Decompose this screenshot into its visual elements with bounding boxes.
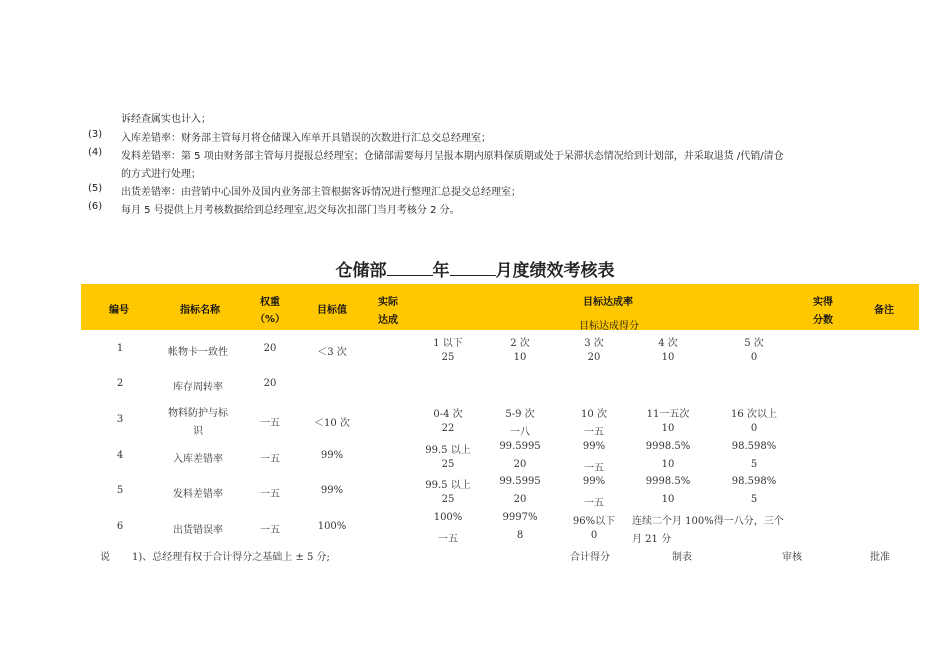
row1-level2: 2 次	[510, 338, 530, 349]
row1-no: 1	[116, 343, 124, 354]
row3-score4: 10	[661, 423, 675, 434]
row4-score1: 25	[441, 459, 455, 470]
row6-score3: 0	[590, 530, 598, 541]
row1-score4: 10	[661, 352, 675, 363]
row6-score2: 8	[516, 530, 524, 541]
row3-score3: 一五	[584, 427, 604, 438]
row5-score4: 10	[661, 494, 675, 505]
row3-level2: 5-9 次	[505, 409, 535, 420]
row6-name: 出货错误率	[173, 525, 223, 536]
footer-note: 1)、总经理有权于合计得分之基础上 ± 5 分;	[132, 552, 330, 563]
header-rate: 目标达成率	[583, 297, 633, 308]
footer-made: 制表	[672, 552, 692, 563]
row6-level3: 96%以下	[572, 516, 616, 527]
row4-score4: 10	[661, 459, 675, 470]
row5-level2: 99.5995	[499, 476, 541, 487]
row6-score1: 一五	[438, 534, 458, 545]
row4-score3: 一五	[584, 463, 604, 474]
note-3-text: 入库差错率：财务部主管每月将仓储课入库单开具错误的次数进行汇总交总经理室；	[121, 133, 491, 144]
footer-total: 合计得分	[570, 552, 610, 563]
row4-level2: 99.5995	[499, 441, 541, 452]
note-6-text: 每月 5 号提供上月考核数据给到总经理室,迟交每次扣部门当月考核分 2 分。	[121, 205, 460, 216]
page-title	[0, 256, 950, 281]
header-name: 指标名称	[180, 305, 220, 316]
row3-level5: 16 次以上	[731, 409, 777, 420]
header-target: 目标值	[317, 305, 347, 316]
note-6-number: (6)	[88, 201, 103, 212]
row3-score5: 0	[750, 423, 758, 434]
row1-weight: 20	[263, 343, 277, 354]
row4-score2: 20	[513, 459, 527, 470]
note-4-number: (4)	[88, 147, 103, 158]
row2-weight: 20	[263, 378, 277, 389]
row1-target: ＜3 次	[317, 347, 347, 358]
note-line1: 诉经查属实也计入；	[121, 114, 211, 125]
row5-score2: 20	[513, 494, 527, 505]
row1-level3: 3 次	[584, 338, 604, 349]
row4-no: 4	[116, 450, 124, 461]
row1-score2: 10	[513, 352, 527, 363]
note-3-number: (3)	[88, 129, 103, 140]
row3-score2: 一八	[510, 427, 530, 438]
title-year: 年	[432, 261, 450, 281]
row1-score1: 25	[441, 352, 455, 363]
row5-level3: 99%	[582, 476, 606, 487]
row4-weight: 一五	[260, 454, 280, 465]
header-actual-2: 达成	[378, 315, 398, 326]
row3-name-cont: 识	[193, 426, 203, 437]
row5-no: 5	[116, 485, 124, 496]
row5-level5: 98.598%	[731, 476, 777, 487]
note-4-continuation: 的方式进行处理；	[121, 169, 201, 180]
row3-level3: 10 次	[581, 409, 607, 420]
row5-level1: 99.5 以上	[425, 480, 471, 491]
row5-level4: 9998.5%	[645, 476, 691, 487]
row3-score1: 22	[441, 423, 455, 434]
row6-extra-cont: 月 21 分	[632, 534, 672, 545]
note-4-text: 发料差错率：第 5 项由财务部主管每月提报总经理室；仓储部需要每月呈报本期内原料保质期或处于呆滞状态情况给到计划部，并采取退货 /代销/清仓	[121, 151, 784, 162]
footer-review: 审核	[782, 552, 802, 563]
header-weight: 权重	[260, 297, 280, 308]
row2-name: 库存周转率	[173, 382, 223, 393]
row6-extra: 连续二个月 100%得一八分，三个	[632, 516, 784, 527]
header-got: 实得	[813, 297, 833, 308]
footer-shuo: 说	[100, 552, 110, 563]
header-got-2: 分数	[813, 315, 833, 326]
row4-level4: 9998.5%	[645, 441, 691, 452]
year-blank	[387, 263, 433, 276]
header-actual: 实际	[378, 297, 398, 308]
row1-score3: 20	[587, 352, 601, 363]
title-dept: 仓储部	[335, 261, 387, 281]
header-no: 编号	[109, 305, 129, 316]
row3-no: 3	[116, 414, 124, 425]
row6-level2: 9997%	[502, 512, 538, 523]
header-weight-unit: （%）	[254, 314, 286, 325]
note-5-text: 出货差错率：由营销中心国外及国内业务部主管根据客诉情况进行整理汇总提交总经理室；	[121, 187, 521, 198]
row6-level1: 100%	[433, 512, 463, 523]
footer-approve: 批准	[870, 552, 890, 563]
row4-target: 99%	[320, 450, 344, 461]
row4-level1: 99.5 以上	[425, 445, 471, 456]
row5-weight: 一五	[260, 489, 280, 500]
row6-no: 6	[116, 521, 124, 532]
note-5-number: (5)	[88, 183, 103, 194]
row1-level5: 5 次	[744, 338, 764, 349]
row3-level4: 11一五次	[646, 409, 690, 420]
row3-name: 物料防护与标	[168, 408, 228, 419]
row4-name: 入库差错率	[173, 454, 223, 465]
row4-score5: 5	[750, 459, 758, 470]
row1-score5: 0	[750, 352, 758, 363]
row5-score1: 25	[441, 494, 455, 505]
row5-score3: 一五	[584, 498, 604, 509]
row5-target: 99%	[320, 485, 344, 496]
row5-score5: 5	[750, 494, 758, 505]
row6-target: 100%	[317, 521, 347, 532]
row3-target: ＜10 次	[314, 418, 350, 429]
row6-weight: 一五	[260, 525, 280, 536]
row4-level5: 98.598%	[731, 441, 777, 452]
title-rest: 月度绩效考核表	[495, 261, 615, 281]
header-remark: 备注	[874, 305, 894, 316]
month-blank	[450, 263, 496, 276]
row3-level1: 0-4 次	[433, 409, 463, 420]
row3-weight: 一五	[260, 418, 280, 429]
row1-name: 帐物卡一致性	[168, 347, 228, 358]
row2-no: 2	[116, 378, 124, 389]
header-score-sub: 目标达成得分	[579, 321, 639, 332]
row1-level4: 4 次	[658, 338, 678, 349]
row1-level1: 1 以下	[433, 338, 463, 349]
row4-level3: 99%	[582, 441, 606, 452]
row5-name: 发料差错率	[173, 489, 223, 500]
